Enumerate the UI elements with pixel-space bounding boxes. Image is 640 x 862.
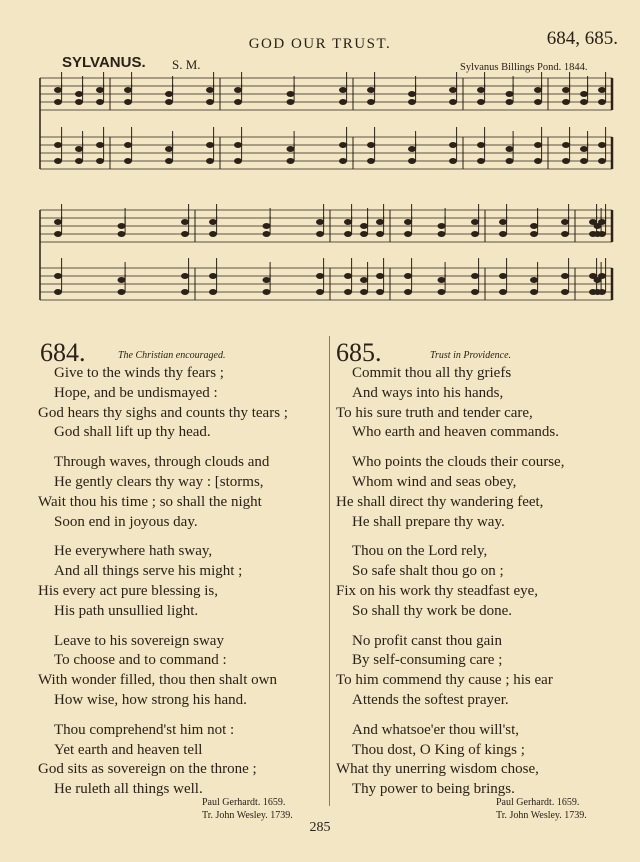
- note-head: [534, 99, 542, 105]
- stanza: [38, 364, 325, 443]
- note-head: [376, 219, 384, 225]
- note-head: [449, 99, 457, 105]
- note-head: [561, 273, 569, 279]
- note-head: [206, 158, 214, 164]
- verse-line: And ways into his hands,: [352, 384, 504, 401]
- note-head: [54, 142, 62, 148]
- note-head: [118, 277, 126, 283]
- verse-line: Soon end in joyous day.: [54, 513, 198, 530]
- note-head: [376, 231, 384, 237]
- verse-line: Wait thou his time ; so shall the night: [38, 493, 262, 510]
- verse-line: His every act pure blessing is,: [38, 582, 218, 599]
- note-head: [408, 146, 416, 152]
- note-head: [580, 158, 588, 164]
- verse-line: He shall direct thy wandering feet,: [336, 493, 544, 510]
- note-head: [344, 231, 352, 237]
- author: Paul Gerhardt. 1659.: [496, 797, 580, 808]
- verse-line: His path unsullied light.: [54, 602, 199, 619]
- note-head: [499, 219, 507, 225]
- note-head: [562, 99, 570, 105]
- note-head: [534, 142, 542, 148]
- verse-line: He gently clears thy way : [storms,: [54, 473, 264, 490]
- note-head: [165, 158, 173, 164]
- verse-line: Thou dost, O King of kings ;: [352, 741, 525, 758]
- note-head: [598, 273, 606, 279]
- note-head: [499, 231, 507, 237]
- note-head: [534, 158, 542, 164]
- stanza: [38, 542, 325, 621]
- note-head: [477, 158, 485, 164]
- note-head: [54, 158, 62, 164]
- note-head: [96, 142, 104, 148]
- note-head: [580, 99, 588, 105]
- verse-line: By self-consuming care ;: [352, 652, 503, 669]
- note-head: [477, 142, 485, 148]
- note-head: [206, 87, 214, 93]
- note-head: [118, 223, 126, 229]
- note-head: [316, 273, 324, 279]
- note-head: [209, 219, 217, 225]
- attribution-685: [496, 796, 587, 822]
- note-head: [234, 158, 242, 164]
- note-head: [438, 231, 446, 237]
- note-head: [598, 158, 606, 164]
- note-head: [449, 158, 457, 164]
- note-head: [209, 273, 217, 279]
- note-head: [360, 289, 368, 295]
- note-head: [206, 99, 214, 105]
- note-head: [471, 273, 479, 279]
- stanza: [336, 453, 626, 532]
- note-head: [263, 223, 271, 229]
- note-head: [263, 277, 271, 283]
- verse-line: Attends the softest prayer.: [352, 691, 509, 708]
- note-head: [404, 231, 412, 237]
- tune-composer: Sylvanus Billings Pond. 1844.: [460, 62, 588, 73]
- note-head: [181, 289, 189, 295]
- stanza: [336, 364, 626, 443]
- verse-line: Give to the winds thy fears ;: [54, 365, 224, 381]
- note-head: [339, 87, 347, 93]
- note-head: [506, 99, 514, 105]
- note-head: [181, 219, 189, 225]
- verse-line: Leave to his sovereign sway: [54, 632, 224, 649]
- note-head: [360, 223, 368, 229]
- note-head: [598, 142, 606, 148]
- note-head: [54, 219, 62, 225]
- note-head: [209, 231, 217, 237]
- note-head: [124, 87, 132, 93]
- note-head: [367, 87, 375, 93]
- note-head: [206, 142, 214, 148]
- note-head: [316, 219, 324, 225]
- note-head: [499, 289, 507, 295]
- note-head: [344, 289, 352, 295]
- stanza: [38, 453, 325, 532]
- note-head: [287, 91, 295, 97]
- note-head: [408, 91, 416, 97]
- note-head: [477, 99, 485, 105]
- note-head: [124, 142, 132, 148]
- stanza: [336, 632, 626, 711]
- note-head: [234, 142, 242, 148]
- note-head: [165, 91, 173, 97]
- note-head: [530, 231, 538, 237]
- note-head: [404, 289, 412, 295]
- note-head: [181, 273, 189, 279]
- note-head: [471, 231, 479, 237]
- verse-line: And all things serve his might ;: [54, 563, 243, 580]
- translator: Tr. John Wesley. 1739.: [202, 810, 293, 821]
- verse-line: To his sure truth and tender care,: [336, 404, 533, 421]
- verse-line: God shall lift up thy head.: [54, 424, 211, 441]
- note-head: [344, 219, 352, 225]
- note-head: [408, 158, 416, 164]
- note-head: [449, 142, 457, 148]
- note-head: [165, 99, 173, 105]
- note-head: [118, 231, 126, 237]
- translator: Tr. John Wesley. 1739.: [496, 810, 587, 821]
- note-head: [360, 231, 368, 237]
- hymn-number: 685.: [336, 338, 382, 367]
- note-head: [404, 273, 412, 279]
- note-head: [598, 87, 606, 93]
- stanza: [336, 721, 626, 800]
- note-head: [598, 289, 606, 295]
- note-head: [75, 99, 83, 105]
- note-head: [234, 87, 242, 93]
- verse-line: How wise, how strong his hand.: [54, 691, 247, 708]
- note-head: [287, 158, 295, 164]
- note-head: [408, 99, 416, 105]
- note-head: [530, 277, 538, 283]
- note-head: [561, 219, 569, 225]
- verse-line: Who earth and heaven commands.: [352, 424, 560, 441]
- verse-line: God sits as sovereign on the throne ;: [38, 761, 257, 778]
- note-head: [54, 231, 62, 237]
- verse-line: Through waves, through clouds and: [54, 454, 270, 471]
- verse-line: To choose and to command :: [54, 652, 227, 669]
- note-head: [316, 231, 324, 237]
- note-head: [438, 223, 446, 229]
- note-head: [561, 231, 569, 237]
- note-head: [75, 91, 83, 97]
- note-head: [54, 87, 62, 93]
- verse-line: Yet earth and heaven tell: [54, 741, 203, 758]
- verse-line: So safe shalt thou go on ;: [352, 563, 504, 580]
- note-head: [499, 273, 507, 279]
- stanza: [336, 542, 626, 621]
- note-head: [598, 219, 606, 225]
- note-head: [209, 289, 217, 295]
- note-head: [124, 99, 132, 105]
- hymn-684: [40, 340, 325, 810]
- note-head: [449, 87, 457, 93]
- note-head: [263, 231, 271, 237]
- hymn-subtitle: The Christian encouraged.: [118, 350, 226, 361]
- verse-line: Whom wind and seas obey,: [352, 473, 517, 490]
- verse-line: No profit canst thou gain: [352, 632, 502, 649]
- note-head: [287, 99, 295, 105]
- verse-line: So shall thy work be done.: [352, 602, 512, 619]
- note-head: [316, 289, 324, 295]
- note-head: [165, 146, 173, 152]
- note-head: [530, 223, 538, 229]
- note-head: [534, 87, 542, 93]
- author: Paul Gerhardt. 1659.: [202, 797, 286, 808]
- note-head: [438, 289, 446, 295]
- note-head: [562, 87, 570, 93]
- music-score: [0, 0, 640, 330]
- note-head: [124, 158, 132, 164]
- note-head: [344, 273, 352, 279]
- verse-line: He shall prepare thy way.: [352, 513, 505, 530]
- note-head: [562, 158, 570, 164]
- verse-line: What thy unerring wisdom chose,: [336, 761, 539, 778]
- verse-line: And whatsoe'er thou will'st,: [352, 721, 520, 738]
- hymn-numbers-header: 684, 685.: [546, 28, 618, 49]
- verse-line: Who points the clouds their course,: [352, 454, 565, 471]
- hymn-subtitle: Trust in Providence.: [430, 350, 512, 361]
- attribution-684: [202, 796, 293, 822]
- page-number: 285: [309, 820, 331, 835]
- note-head: [75, 146, 83, 152]
- note-head: [287, 146, 295, 152]
- verse-line: Commit thou all thy griefs: [352, 365, 512, 381]
- verse-line: God hears thy sighs and counts thy tears ;: [38, 404, 288, 421]
- column-divider: [329, 336, 330, 806]
- note-head: [477, 87, 485, 93]
- note-head: [404, 219, 412, 225]
- note-head: [54, 273, 62, 279]
- note-head: [339, 142, 347, 148]
- note-head: [263, 289, 271, 295]
- note-head: [598, 99, 606, 105]
- note-head: [54, 289, 62, 295]
- note-head: [506, 158, 514, 164]
- note-head: [181, 231, 189, 237]
- note-head: [96, 87, 104, 93]
- note-head: [471, 289, 479, 295]
- note-head: [367, 142, 375, 148]
- stanza: [38, 721, 325, 800]
- verse-line: Thou on the Lord rely,: [352, 543, 488, 560]
- note-head: [562, 142, 570, 148]
- note-head: [339, 158, 347, 164]
- note-head: [438, 277, 446, 283]
- tune-meter: S. M.: [172, 57, 201, 72]
- page-title: GOD OUR TRUST.: [248, 36, 392, 52]
- note-head: [96, 158, 104, 164]
- hymn-685: [336, 340, 626, 810]
- note-head: [96, 99, 104, 105]
- note-head: [367, 99, 375, 105]
- verse-line: Hope, and be undismayed :: [54, 384, 218, 401]
- note-head: [75, 158, 83, 164]
- note-head: [561, 289, 569, 295]
- note-head: [339, 99, 347, 105]
- verse-line: Fix on his work thy steadfast eye,: [336, 582, 539, 599]
- note-head: [360, 277, 368, 283]
- verse-line: With wonder filled, thou then shalt own: [38, 672, 277, 689]
- stanza: [38, 632, 325, 711]
- note-head: [54, 99, 62, 105]
- note-head: [376, 289, 384, 295]
- note-head: [471, 219, 479, 225]
- tune-name: SYLVANUS.: [62, 54, 146, 71]
- note-head: [234, 99, 242, 105]
- verse-line: He everywhere hath sway,: [54, 543, 213, 560]
- note-head: [580, 91, 588, 97]
- note-head: [506, 146, 514, 152]
- note-head: [598, 231, 606, 237]
- verse-line: Thou comprehend'st him not :: [54, 721, 235, 738]
- note-head: [118, 289, 126, 295]
- note-head: [530, 289, 538, 295]
- verse-line: To him commend thy cause ; his ear: [336, 672, 553, 689]
- note-head: [367, 158, 375, 164]
- note-head: [580, 146, 588, 152]
- hymn-number: 684.: [40, 338, 86, 367]
- note-head: [506, 91, 514, 97]
- verse-line: He ruleth all things well.: [54, 781, 203, 798]
- verse-line: Thy power to being brings.: [352, 781, 515, 798]
- note-head: [376, 273, 384, 279]
